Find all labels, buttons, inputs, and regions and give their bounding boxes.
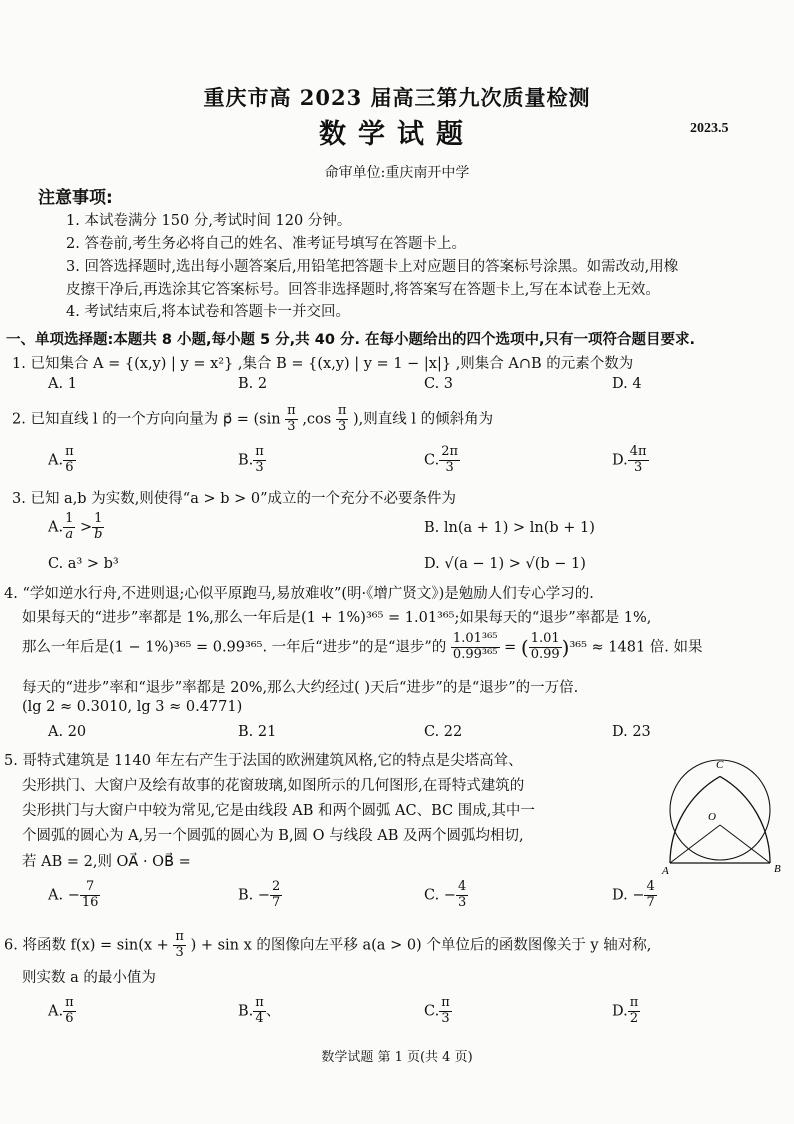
exam-date: 2023.5	[690, 121, 729, 136]
notice-item: 4. 考试结束后,将本试卷和答题卡一并交回。	[66, 304, 351, 320]
q6-option-c: C. $\frac{\pi}{3}$	[424, 995, 450, 1026]
q1-option-a: A. 1	[48, 376, 77, 392]
q5-line: 尖形拱门、大窗户及绘有故事的花窗玻璃,如图所示的几何图形,在哥特式建筑的	[22, 778, 525, 794]
q2-option-b: B. $\frac{\pi}{3}$	[238, 444, 264, 475]
q4-line: 4. “学如逆水行舟,不进则退;心似平原跑马,易放难收”(明·《增广贤文》)是勉励人们专心学习的.	[4, 586, 594, 602]
q4-option-a: A. 20	[48, 724, 87, 740]
exam-title-line1: 重庆市高 2023 届高三第九次质量检测	[203, 85, 591, 110]
q2-option-d: D. $\frac{4\pi}{3}$	[612, 444, 647, 475]
label-c: C	[716, 759, 724, 771]
page-footer: 数学试题 第 1 页(共 4 页)	[321, 1050, 473, 1065]
segment-ob	[720, 825, 770, 863]
q2-option-c: C. $\frac{2\pi}{3}$	[424, 444, 459, 475]
q5-option-d: D. − $\frac{4}{7}$	[612, 879, 655, 910]
q3-stem: 3. 已知 a,b 为实数,则使得“a > b > 0”成立的一个充分不必要条件为	[12, 491, 457, 507]
q4-option-d: D. 23	[612, 724, 651, 740]
q4-line: 每天的“进步”率和“退步”率都是 20%,那么大约经过( )天后“进步”的是“退步”的一万倍.	[22, 680, 579, 696]
notice-heading: 注意事项:	[38, 188, 113, 208]
notice-item: 3. 回答选择题时,选出每小题答案后,用铅笔把答题卡上对应题目的答案标号涂黑。如需改动,用橡	[66, 259, 679, 275]
q1-option-b: B. 2	[238, 376, 268, 392]
q3-option-a: A. $\frac{1}{a}$ > $\frac{1}{b}$	[48, 511, 103, 542]
q5-line: 个圆弧的圆心为 A,另一个圆弧的圆心为 B,圆 O 与线段 AB 及两个圆弧均相切,	[22, 828, 524, 844]
label-o: O	[708, 811, 716, 823]
q4-line: (lg 2 ≈ 0.3010, lg 3 ≈ 0.4771)	[22, 699, 243, 715]
q1-option-c: C. 3	[424, 376, 454, 392]
q6-line2: 则实数 a 的最小值为	[22, 970, 156, 986]
exam-unit: 命审单位:重庆南开中学	[324, 165, 470, 181]
q6-option-d: D. $\frac{\pi}{2}$	[612, 995, 639, 1026]
q3-option-b: B. ln(a + 1) > ln(b + 1)	[424, 520, 595, 536]
arc-ac	[720, 776, 770, 863]
q6-stem: 6. 将函数 f(x) = sin(x + $\frac{\pi}{3}$ ) + sin x 的图像向左平移 a(a > 0) 个单位后的函数图像关于 y 轴对称,	[4, 929, 652, 960]
q4-line: 如果每天的“进步”率都是 1%,那么一年后是(1 + 1%)³⁶⁵ = 1.01³⁶⁵;如果每天的“退步”率都是 1%,	[22, 610, 652, 626]
q5-option-b: B. − $\frac{2}{7}$	[238, 879, 281, 910]
notice-item: 1. 本试卷满分 150 分,考试时间 120 分钟。	[66, 213, 352, 229]
q1-stem: 1. 已知集合 A = {(x,y) | y = x²} ,集合 B = {(x,y) | y = 1 − |x|} ,则集合 A∩B 的元素个数为	[12, 356, 634, 372]
notice-item: 2. 答卷前,考生务必将自己的姓名、准考证号填写在答题卡上。	[66, 236, 467, 252]
q5-option-a: A. − $\frac{7}{16}$	[48, 879, 99, 910]
section-heading: 一、单项选择题:本题共 8 小题,每小题 5 分,共 40 分. 在每小题给出的四个选项中,只有一项符合题目要求.	[6, 332, 696, 348]
gothic-arch-figure	[660, 748, 790, 876]
q3-option-c: C. a³ > b³	[48, 556, 119, 572]
q2-option-a: A. $\frac{\pi}{6}$	[48, 444, 74, 475]
q6-option-a: A. $\frac{\pi}{6}$	[48, 995, 74, 1026]
q5-line: 5. 哥特式建筑是 1140 年左右产生于法国的欧洲建筑风格,它的特点是尖塔高耸、	[4, 753, 523, 769]
label-b: B	[774, 863, 781, 875]
q5-option-c: C. − $\frac{4}{3}$	[424, 879, 467, 910]
q4-option-b: B. 21	[238, 724, 277, 740]
q2-stem: 2. 已知直线 l 的一个方向向量为 p⃗ = (sin $\frac{\pi}{3}$ ,cos $\frac{\pi}{3}$ ),则直线 l 的倾斜角为	[12, 403, 494, 434]
exam-title-subject: 数学试题	[319, 119, 475, 150]
q4-line: 那么一年后是(1 − 1%)³⁶⁵ = 0.99³⁶⁵. 一年后“进步”的是“退步”的 $\frac{\text{1.01³⁶⁵}}{\text{0.99³⁶⁵}}$ = ( $\frac{1.01}{0.99}$ )³⁶⁵ ≈ 1481 倍. 如果	[22, 631, 703, 662]
label-a: A	[662, 865, 669, 876]
notice-item: 皮擦干净后,再选涂其它答案标号。回答非选择题时,将答案写在答题卡上,写在本试卷上无效。	[66, 282, 660, 298]
q6-option-b: B. $\frac{\pi}{4}$ 、	[238, 995, 281, 1026]
segment-oa	[670, 825, 720, 863]
q1-option-d: D. 4	[612, 376, 642, 392]
q4-option-c: C. 22	[424, 724, 463, 740]
q5-line: 若 AB = 2,则 OA⃗ · OB⃗ =	[22, 854, 191, 870]
q5-line: 尖形拱门与大窗户中较为常见,它是由线段 AB 和两个圆弧 AC、BC 围成,其中一	[22, 803, 535, 819]
q3-option-d: D. √(a − 1) > √(b − 1)	[424, 556, 586, 572]
